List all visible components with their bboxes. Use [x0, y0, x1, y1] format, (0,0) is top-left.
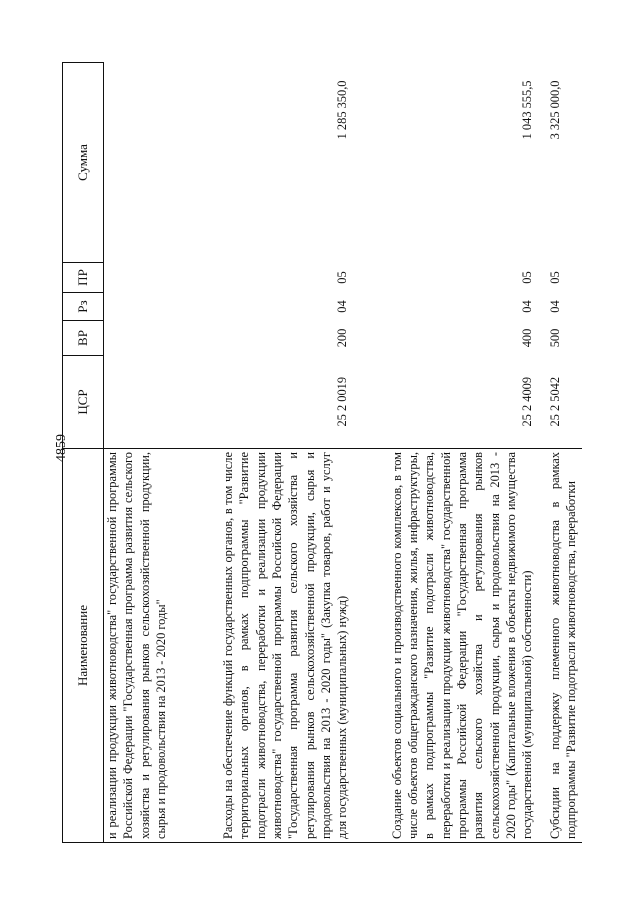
row-sum — [104, 63, 189, 263]
row-rz — [104, 293, 189, 321]
row-pr: 05 — [547, 271, 562, 284]
table-row — [353, 63, 538, 843]
budget-table — [62, 62, 582, 843]
header-csr: ЦСР — [63, 356, 104, 449]
row-csr — [104, 356, 189, 449]
row-rz: 04 — [335, 300, 350, 313]
row-sum: 3 325 000,0 — [547, 80, 562, 140]
budget-table-page — [62, 63, 592, 843]
row-name: Расходы на обеспечение функций государственных органов, в том числе территориальных органов, в рамках подпрограммы "Развитие подотрасли животноводства, переработки и реализации продукции животноводства" государственной программы Российской Федерации "Государственная программа развития сельского хозяйства и регулирования рынков сельскохозяйственной продукции, сырья и продовольствия на 2013 - 2020 годы" (Закупка товаров, работ и услуг для государственных (муниципальных) нужд) — [189, 449, 353, 843]
row-sum: 1 285 350,0 — [335, 80, 350, 140]
row-name: и реализации продукции животноводства" государственной программы Российской Федерации "Государственная программа развития сельского хозяйства и регулирования рынков сельскохозяйственной продукции, сырья и продовольствия на 2013 - 2020 годы" — [104, 449, 189, 843]
row-vr: 200 — [335, 328, 350, 348]
row-vr — [104, 321, 189, 356]
header-vr: ВР — [63, 321, 104, 356]
table-header-row — [63, 63, 104, 843]
row-csr: 25 2 5042 — [547, 376, 562, 427]
table-row — [189, 63, 353, 843]
row-name: Субсидии на поддержку племенного животноводства в рамках подпрограммы "Развитие подотрасли животноводства, переработки — [538, 449, 582, 843]
header-pr: ПР — [63, 263, 104, 293]
header-rz: Рз — [63, 293, 104, 321]
row-csr: 25 2 4009 — [520, 376, 535, 427]
row-vr: 500 — [547, 328, 562, 348]
table-row — [104, 63, 189, 843]
row-name: Создание объектов социального и производственного комплексов, в том числе объектов общегражданского назначения, жилья, инфраструктуры, в рамках подпрограммы "Развитие подотрасли животноводства, переработки и реализации продукции животноводства" государственной программы Российской Федерации "Государственная программа развития сельского хозяйства и регулирования рынков сельскохозяйственной продукции, сырья и продовольствия на 2013 - 2020 годы" (Капитальные вложения в объекты недвижимого имущества государственной (муниципальной) собственности) — [353, 449, 538, 843]
header-sum: Сумма — [63, 63, 104, 263]
row-rz: 04 — [520, 300, 535, 313]
table-row — [538, 63, 582, 843]
row-csr: 25 2 0019 — [335, 376, 350, 427]
row-vr: 400 — [520, 328, 535, 348]
row-pr: 05 — [520, 271, 535, 284]
header-name: Наименование — [63, 449, 104, 843]
row-pr — [104, 263, 189, 293]
row-rz: 04 — [547, 300, 562, 313]
page-number: 4859 — [54, 434, 69, 462]
row-pr: 05 — [335, 271, 350, 284]
row-sum: 1 043 555,5 — [520, 80, 535, 140]
